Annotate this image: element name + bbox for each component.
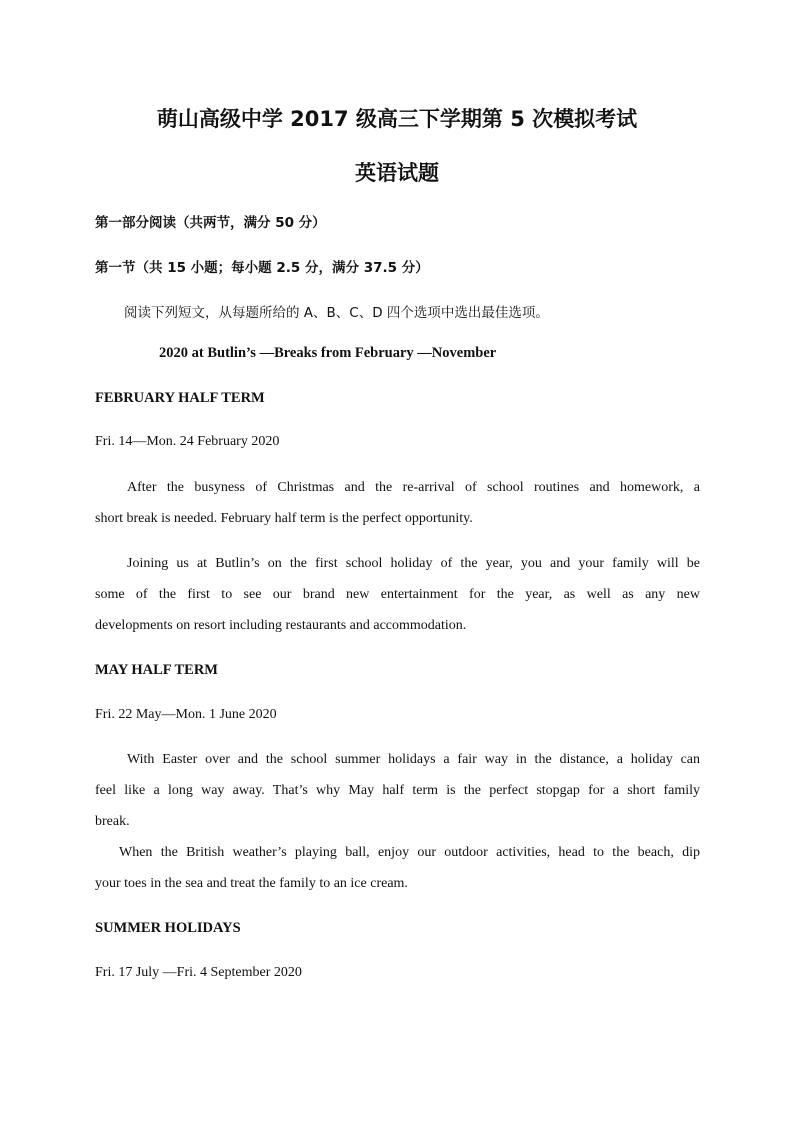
exam-title: 萌山高级中学 2017 级高三下学期第 5 次模拟考试	[156, 107, 638, 131]
paragraph-line: Joining us at Butlin’s on the first school holiday of the year, you and your family will be	[127, 556, 700, 571]
paragraph-line: After the busyness of Christmas and the re-arrival of school routines and homework, a	[127, 480, 700, 495]
section-heading: 第一节（共 15 小题；每小题 2.5 分，满分 37.5 分）	[95, 260, 429, 276]
paragraph-line: With Easter over and the school summer holidays a fair way in the distance, a holiday can	[127, 752, 700, 767]
dates-summer: Fri. 17 July —Fri. 4 September 2020	[95, 965, 302, 980]
passage-title: 2020 at Butlin’s —Breaks from February —November	[159, 345, 497, 361]
section-heading-summer: SUMMER HOLIDAYS	[95, 920, 241, 936]
section-heading-may: MAY HALF TERM	[95, 662, 218, 678]
part-heading: 第一部分阅读（共两节，满分 50 分）	[95, 215, 326, 231]
section-heading-february: FEBRUARY HALF TERM	[95, 390, 265, 406]
paragraph-line: developments on resort including restaurants and accommodation.	[95, 618, 467, 633]
paragraph-line: break.	[95, 814, 130, 829]
instruction-text: 阅读下列短文，从每题所给的 A、B、C、D 四个选项中选出最佳选项。	[124, 305, 549, 321]
dates-may: Fri. 22 May—Mon. 1 June 2020	[95, 707, 277, 722]
paragraph-line: short break is needed. February half term is the perfect opportunity.	[95, 511, 473, 526]
paragraph-line: When the British weather’s playing ball, enjoy our outdoor activities, head to the beach, dip	[119, 845, 700, 860]
paragraph-line: feel like a long way away. That’s why May half term is the perfect stopgap for a short family	[95, 783, 700, 798]
exam-subject-title: 英语试题	[355, 161, 439, 185]
paragraph-line: some of the first to see our brand new entertainment for the year, as well as any new	[95, 587, 700, 602]
dates-february: Fri. 14—Mon. 24 February 2020	[95, 434, 280, 449]
paragraph-line: your toes in the sea and treat the family to an ice cream.	[95, 876, 408, 891]
